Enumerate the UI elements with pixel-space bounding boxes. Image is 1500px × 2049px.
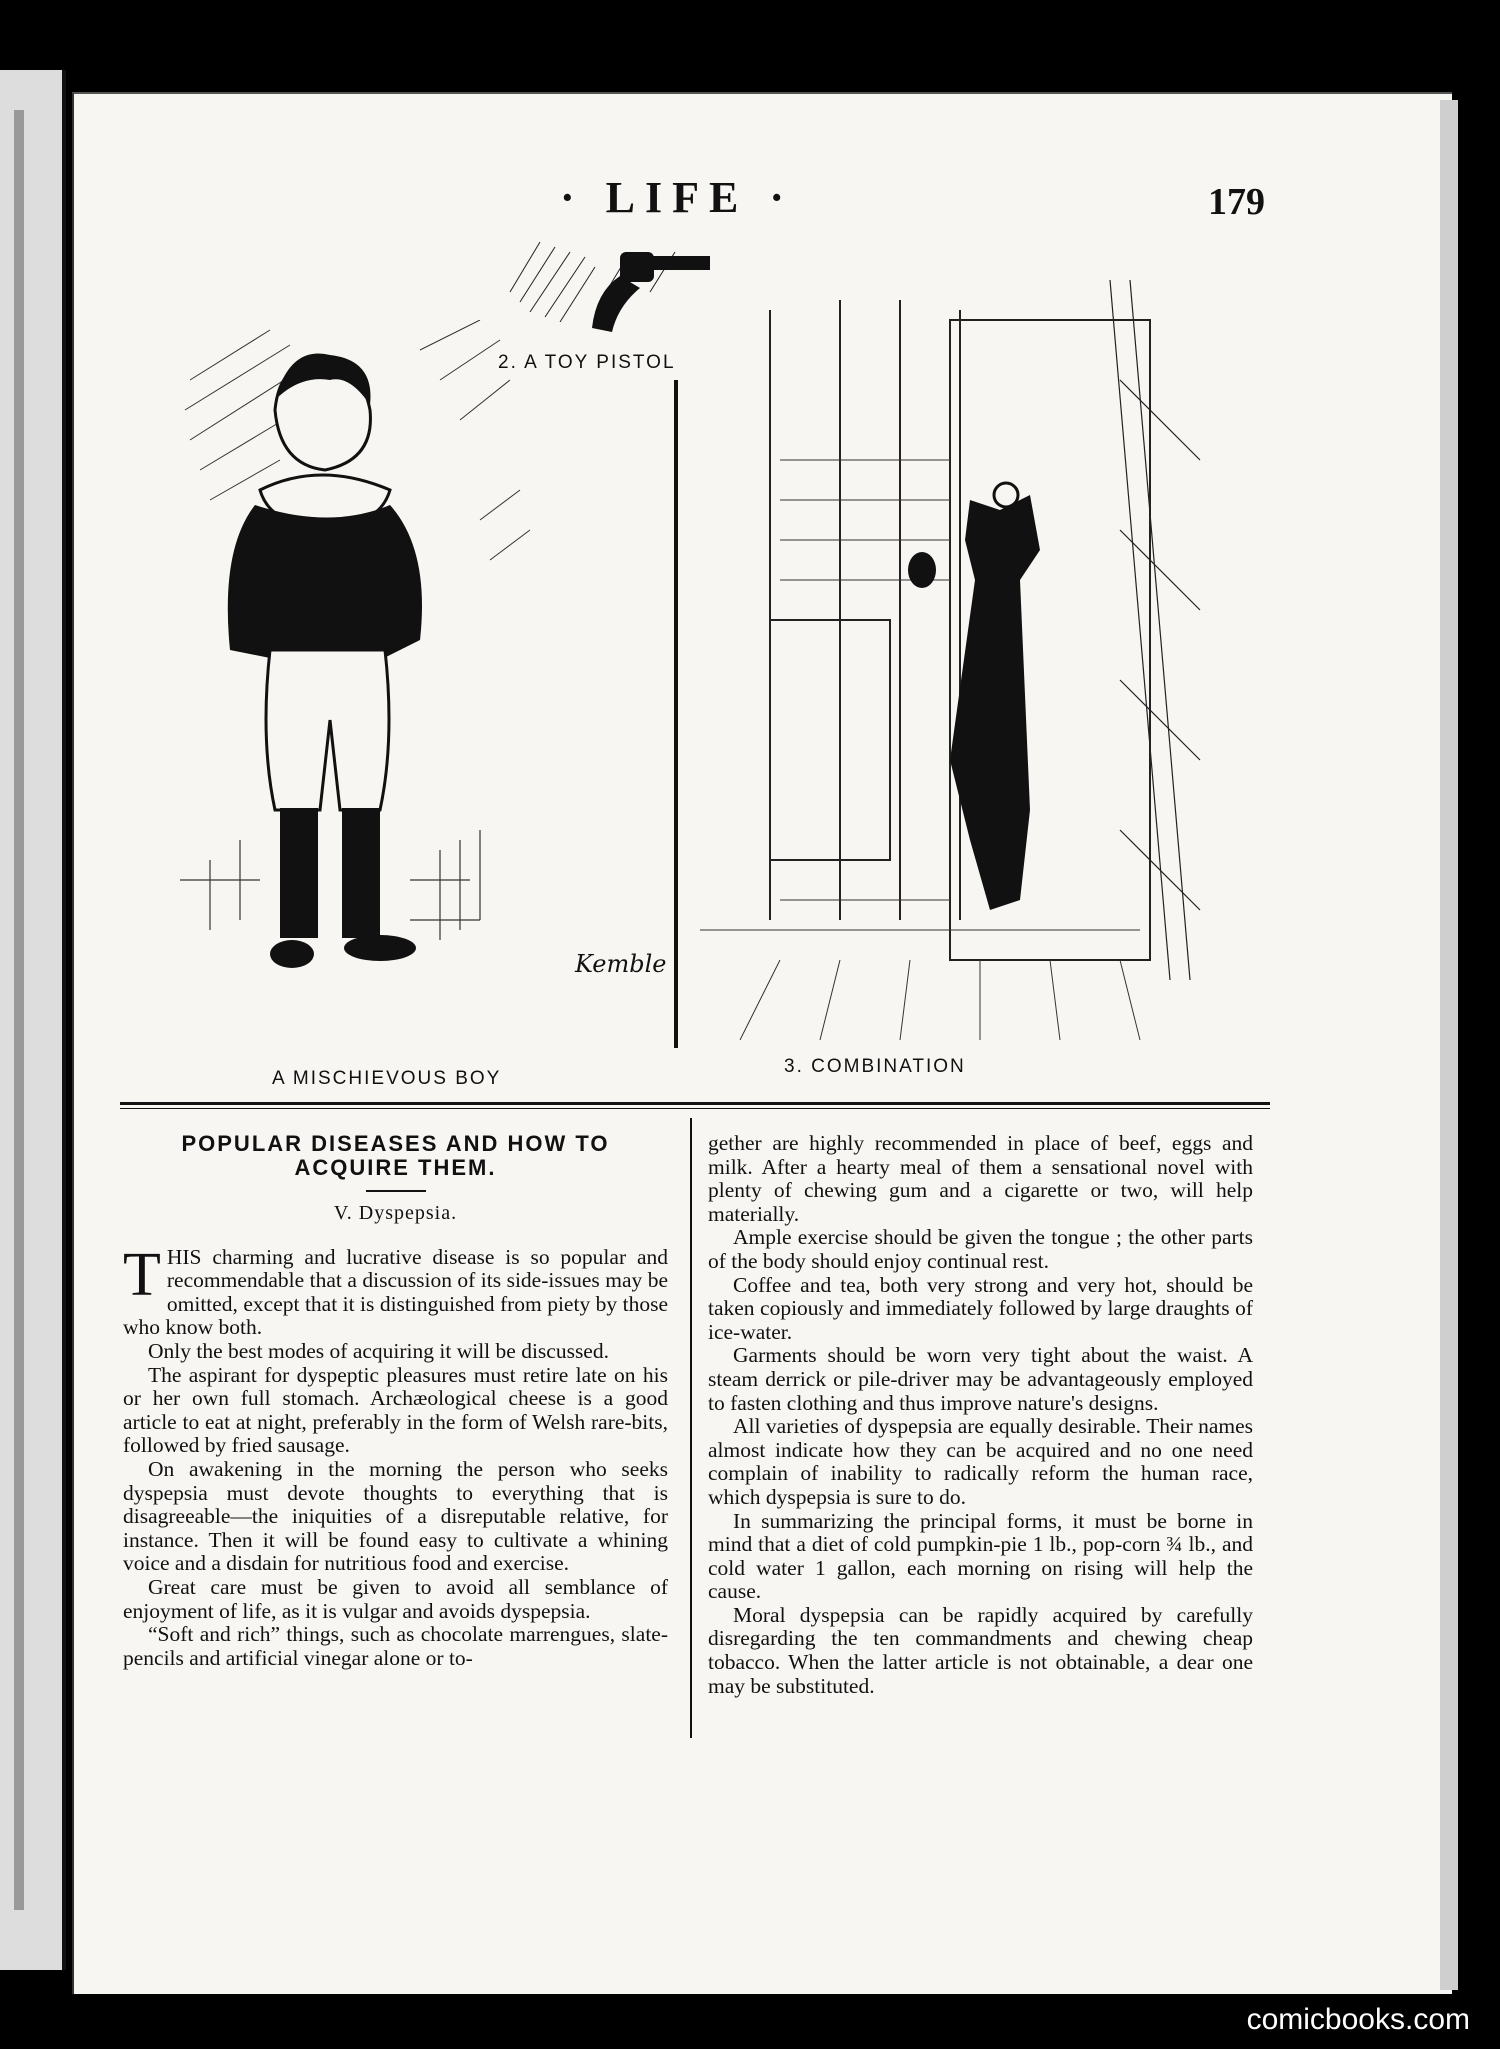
page-fold <box>14 110 24 1910</box>
dropcap: T <box>123 1240 161 1309</box>
section-rule-thin <box>120 1108 1270 1109</box>
continuation-paragraph: gether are highly recommended in place of beef, eggs and milk. After a hearty meal of them a sensational novel with plenty of chewing gum and a cigarette or two, will help materially. <box>708 1131 1253 1226</box>
title-rule <box>366 1190 426 1192</box>
column-rule <box>690 1118 692 1738</box>
illustration-divider <box>674 380 678 1048</box>
paragraph: All varieties of dyspepsia are equally desirable. Their names almost indicate how they can be acquired and no one need complain of inability to radically reform the human race, which dyspepsia is sure to do. <box>708 1414 1253 1509</box>
previous-page-edge <box>0 70 66 1970</box>
pistol-caption: 2. A TOY PISTOL <box>498 352 676 373</box>
door-caption: 3. COMBINATION <box>784 1056 966 1077</box>
paragraph: “Soft and rich” things, such as chocolate marrengues, slate-pencils and artificial vinegar alone or to- <box>123 1622 668 1670</box>
mischievous-boy-illustration <box>180 320 650 1020</box>
boy-caption: A MISCHIEVOUS BOY <box>272 1068 502 1089</box>
first-paragraph <box>123 1240 668 1340</box>
paragraph: In summarizing the principal forms, it must be borne in mind that a diet of cold pumpkin-pie 1 lb., pop-corn ¾ lb., and cold water 1 gallon, each morning on rising will help the cause. <box>708 1508 1253 1604</box>
article-left-column <box>123 1124 668 1670</box>
article-title: POPULAR DISEASES AND HOW TO ACQUIRE THEM. <box>181 1131 610 1180</box>
paragraph: Only the best modes of acquiring it will be discussed. <box>148 1338 609 1363</box>
paragraph: Ample exercise should be given the tongue ; the other parts of the body should enjoy continual rest. <box>708 1225 1253 1273</box>
paragraph: Moral dyspepsia can be rapidly acquired by carefully disregarding the ten commandments and chewing cheap tobacco. When the latter article is not obtainable, a dear one may be substituted. <box>708 1602 1253 1698</box>
page-right-edge <box>1440 100 1458 1990</box>
first-paragraph-text: HIS charming and lucrative disease is so popular and recommendable that a discussion of its side-issues may be omitted, except that it is distinguished from piety by those who know both. <box>123 1244 668 1340</box>
watermark: comicbooks.com <box>1246 2003 1470 2036</box>
kemble-signature: Kemble <box>575 950 667 978</box>
door-combination-illustration <box>700 280 1220 1040</box>
paragraph: The aspirant for dyspeptic pleasures must retire late on his or her own full stomach. Archæological cheese is a good article to eat at night, preferably in the form of Welsh rare-bits, followed by fried sausage. <box>123 1362 668 1458</box>
section-rule <box>120 1102 1270 1105</box>
article-subtitle: V. Dyspepsia. <box>333 1202 458 1224</box>
paragraph: Great care must be given to avoid all semblance of enjoyment of life, as it is vulgar and avoids dyspepsia. <box>123 1574 668 1623</box>
masthead: · LIFE · <box>560 173 795 222</box>
paragraph: Garments should be worn very tight about the waist. A steam derrick or pile-driver may be advantageously employed to fasten clothing and thus improve nature's designs. <box>708 1343 1253 1415</box>
paragraph: On awakening in the morning the person who seeks dyspepsia must devote thoughts to everything that is disagreeable—the iniquities of a disreputable relative, for instance. Then it will be found easy to cultivate a whining voice and a disdain for nutritious food and exercise. <box>123 1456 668 1576</box>
article-right-column <box>708 1132 1253 1698</box>
paragraph: Coffee and tea, both very strong and very hot, should be taken copiously and immediately followed by large draughts of ice-water. <box>708 1272 1253 1344</box>
page-number: 179 <box>1208 181 1265 223</box>
